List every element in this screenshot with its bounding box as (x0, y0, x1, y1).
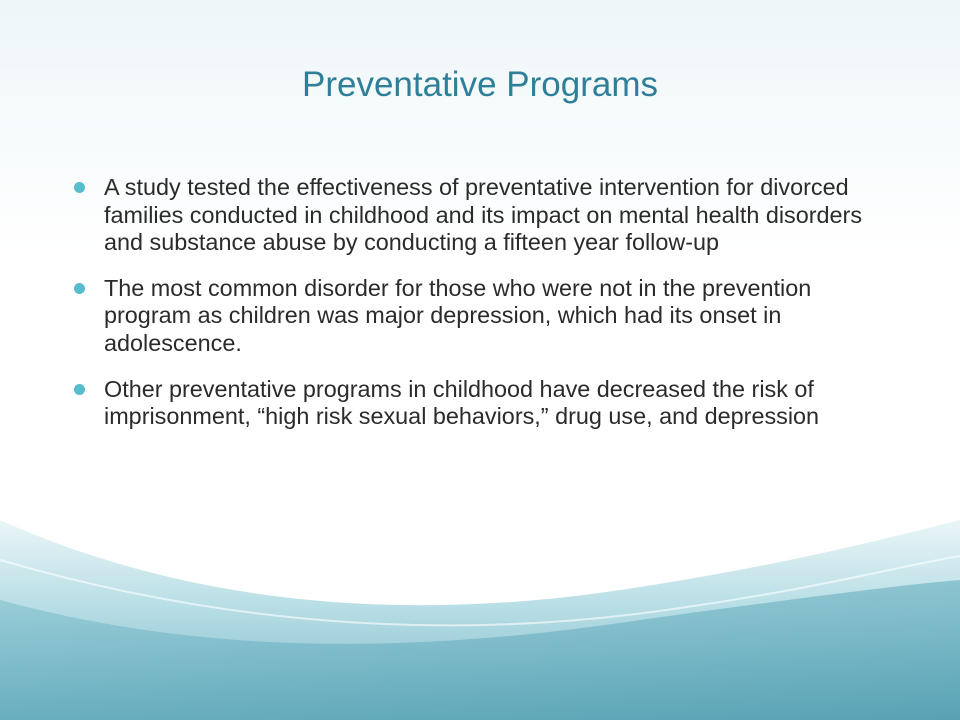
bullet-item (70, 376, 870, 431)
bullet-dot-icon (74, 283, 85, 294)
bullet-dot-icon (74, 182, 85, 193)
bullet-item (70, 174, 870, 257)
bullet-text: Other preventative programs in childhood have decreased the risk of imprisonment, “high risk sexual behaviors,” drug use, and depression (104, 375, 820, 430)
bullet-dot-icon (74, 384, 85, 395)
bullet-text: The most common disorder for those who were not in the prevention program as children was major depression, which had its onset in adolescence. (104, 274, 812, 356)
slide-title: Preventative Programs (302, 65, 658, 104)
bullet-text: A study tested the effectiveness of preventative intervention for divorced families conducted in childhood and its impact on mental health disorders and substance abuse by conducting a fifteen year follow-up (104, 174, 863, 256)
bullet-item (70, 275, 870, 358)
bullet-list (70, 174, 870, 431)
